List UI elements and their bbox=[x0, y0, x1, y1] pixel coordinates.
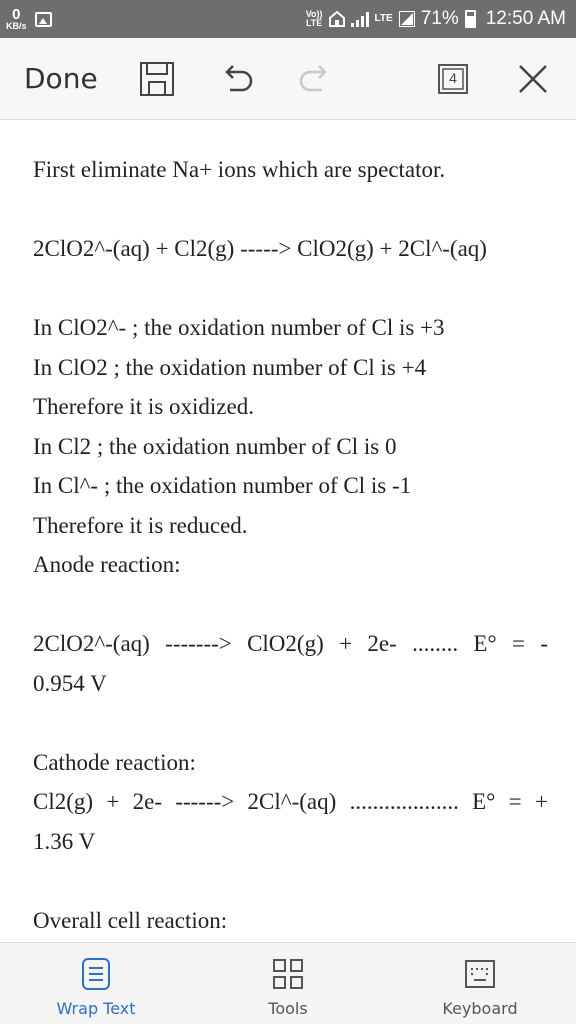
cathode-word: + bbox=[106, 789, 120, 814]
doc-line: Therefore it is oxidized. bbox=[33, 394, 254, 419]
battery-icon bbox=[465, 10, 476, 28]
anode-equation-line bbox=[33, 624, 548, 664]
keyboard-button[interactable] bbox=[430, 943, 530, 1024]
anode-word: -------> bbox=[165, 631, 232, 656]
doc-line: 2ClO2^-(aq) + Cl2(g) -----> ClO2(g) + 2Cl^-(aq) bbox=[33, 236, 487, 261]
editor-toolbar bbox=[0, 38, 576, 120]
status-bar bbox=[0, 0, 576, 38]
cathode-word: Cl2(g) bbox=[33, 789, 94, 814]
tabs-button[interactable] bbox=[438, 64, 468, 94]
doc-line: In ClO2^- ; the oxidation number of Cl is +3 bbox=[33, 315, 445, 340]
wrap-text-label: Wrap Text bbox=[56, 999, 136, 1018]
home-signal-icon bbox=[329, 11, 345, 27]
anode-potential: 0.954 V bbox=[33, 670, 107, 696]
anode-word: ClO2(g) bbox=[247, 631, 324, 656]
doc-line: In Cl^- ; the oxidation number of Cl is -1 bbox=[33, 473, 412, 498]
anode-word: - bbox=[540, 631, 548, 656]
keyboard-icon bbox=[464, 957, 496, 991]
doc-line: In ClO2 ; the oxidation number of Cl is +4 bbox=[33, 354, 427, 380]
battery-percent: 71% bbox=[420, 8, 459, 29]
close-icon[interactable] bbox=[516, 62, 550, 96]
signal-strength-icon bbox=[351, 11, 369, 27]
doc-line: Anode reaction: bbox=[33, 552, 181, 577]
anode-word: 2e- bbox=[367, 631, 397, 656]
blank-line bbox=[33, 585, 548, 625]
cathode-equation-line bbox=[33, 782, 548, 822]
anode-word: E° bbox=[473, 631, 497, 656]
status-right bbox=[306, 0, 566, 38]
save-icon[interactable] bbox=[138, 60, 176, 98]
doc-line: Therefore it is reduced. bbox=[33, 512, 248, 538]
blank-line bbox=[33, 190, 548, 230]
second-signal-icon bbox=[399, 11, 415, 27]
cathode-potential: 1.36 V bbox=[33, 828, 96, 854]
keyboard-label: Keyboard bbox=[442, 999, 518, 1018]
doc-line: In Cl2 ; the oxidation number of Cl is 0 bbox=[33, 433, 397, 459]
clock: 12:50 AM bbox=[485, 8, 566, 29]
doc-line: Overall cell reaction: bbox=[33, 907, 228, 933]
done-button[interactable]: Done bbox=[24, 62, 98, 95]
tools-grid-icon bbox=[272, 957, 304, 991]
blank-line bbox=[33, 703, 548, 743]
doc-line: First eliminate Na+ ions which are spectator. bbox=[33, 157, 446, 182]
anode-word: 2ClO2^-(aq) bbox=[33, 631, 150, 656]
network-speed-unit: KB/s bbox=[6, 21, 27, 31]
anode-word: + bbox=[339, 631, 353, 656]
wrap-text-icon bbox=[81, 957, 111, 991]
lte-indicator: LTE bbox=[374, 13, 393, 24]
tools-label: Tools bbox=[268, 999, 308, 1018]
undo-icon[interactable] bbox=[218, 60, 256, 98]
cathode-word: = bbox=[508, 789, 522, 814]
doc-line: Cathode reaction: bbox=[33, 749, 196, 775]
cathode-word: 2Cl^-(aq) bbox=[247, 789, 337, 814]
volte-line1: Vo)) bbox=[305, 9, 323, 19]
network-speed-value: 0 bbox=[12, 6, 21, 23]
blank-line bbox=[33, 861, 548, 901]
cathode-word: E° bbox=[472, 789, 496, 814]
status-left bbox=[6, 5, 52, 33]
volte-indicator bbox=[306, 10, 323, 28]
image-notification-icon bbox=[35, 12, 52, 27]
bottom-navigation bbox=[0, 942, 576, 1024]
cathode-word: ................... bbox=[349, 789, 459, 814]
redo-icon[interactable] bbox=[296, 60, 334, 98]
anode-word: = bbox=[512, 631, 525, 656]
tools-button[interactable] bbox=[248, 943, 328, 1024]
cathode-word: + bbox=[534, 789, 548, 814]
network-speed bbox=[6, 7, 27, 31]
anode-word: ........ bbox=[412, 631, 459, 656]
wrap-text-button[interactable] bbox=[48, 943, 144, 1024]
document-body[interactable] bbox=[33, 150, 548, 940]
blank-line bbox=[33, 269, 548, 309]
cathode-word: 2e- bbox=[132, 789, 163, 814]
tab-count-label: 4 bbox=[449, 70, 457, 86]
volte-line2: LTE bbox=[305, 18, 323, 28]
cathode-word: ------> bbox=[175, 789, 235, 814]
